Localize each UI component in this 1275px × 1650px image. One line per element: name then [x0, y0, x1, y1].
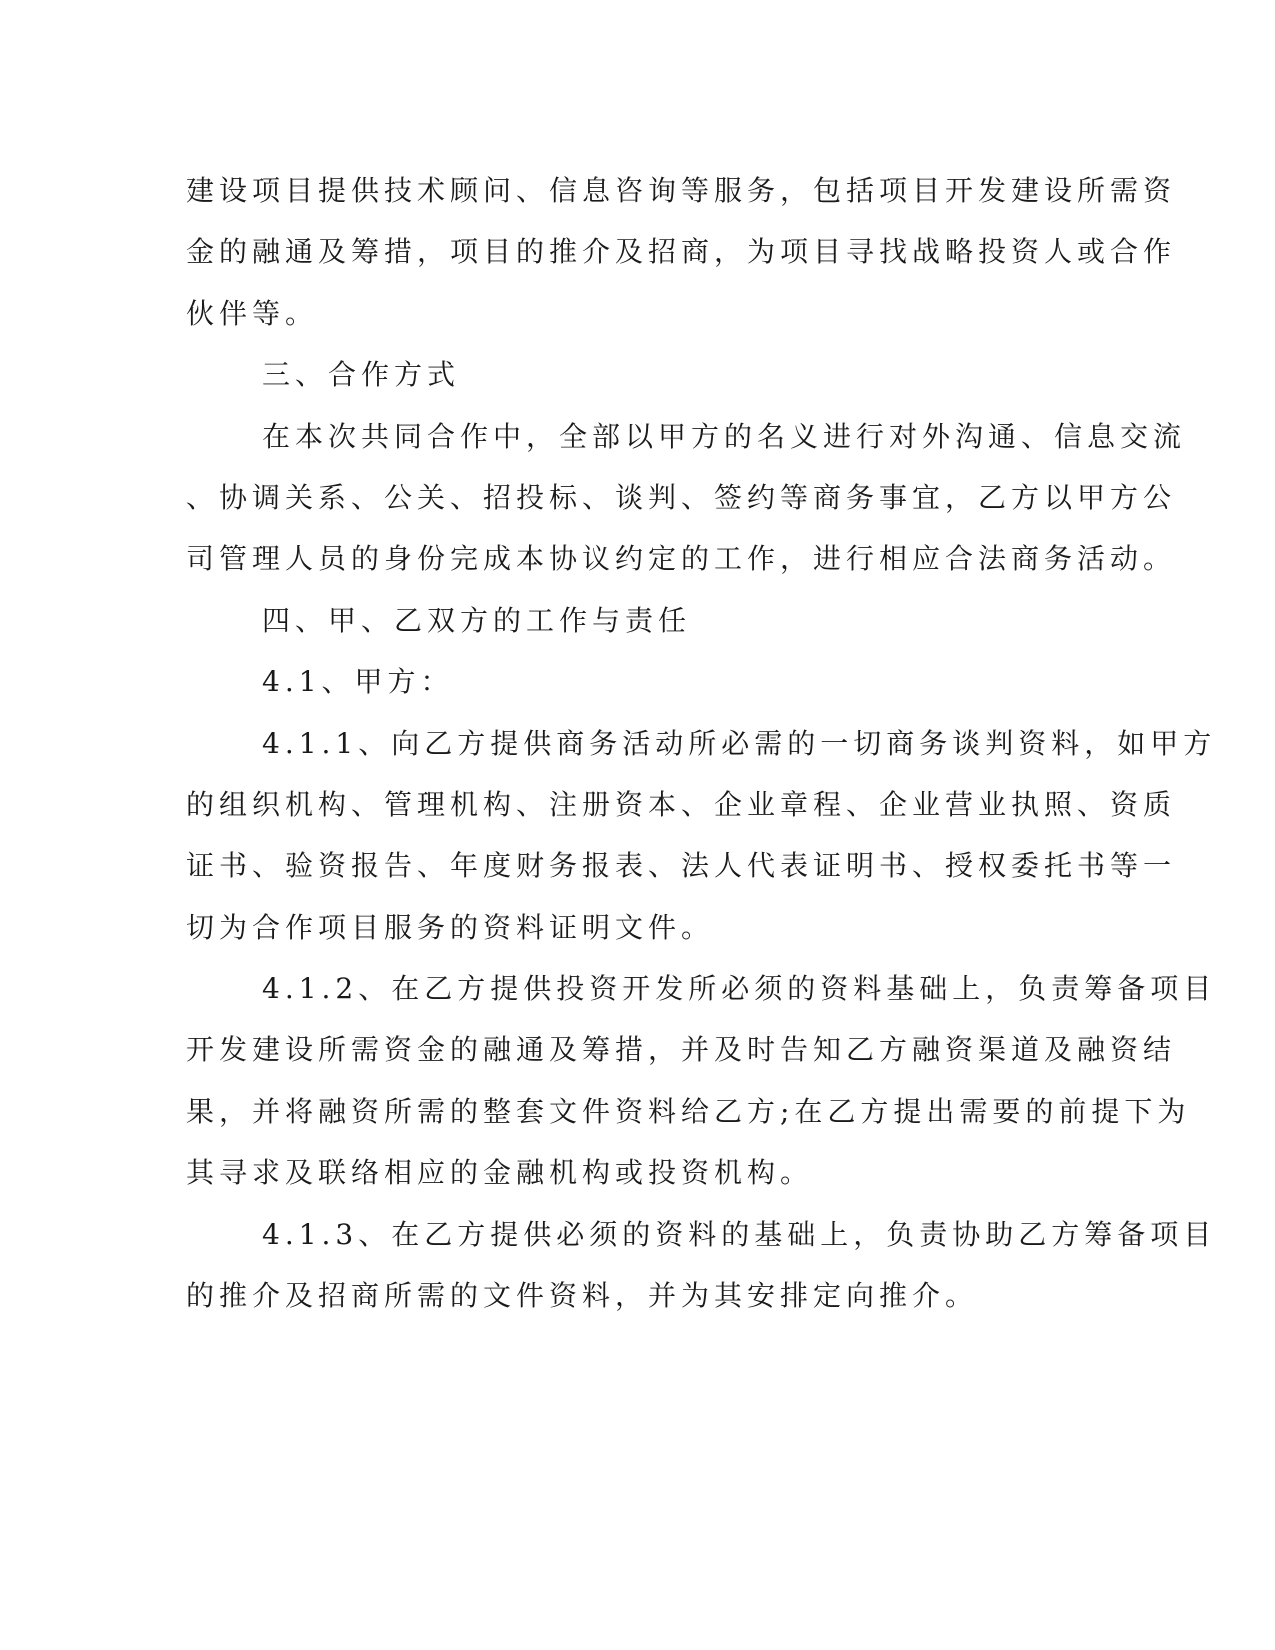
text-line: 、协调关系、公关、招投标、谈判、签约等商务事宜，乙方以甲方公 [186, 480, 1177, 514]
section-heading: 三、合作方式 [262, 358, 461, 392]
text-line: 金的融通及筹措，项目的推介及招商，为项目寻找战略投资人或合作 [186, 235, 1177, 269]
section-heading: 四、甲、乙双方的工作与责任 [262, 603, 692, 637]
text-line: 证书、验资报告、年度财务报表、法人代表证明书、授权委托书等一 [186, 849, 1177, 883]
document-body [186, 160, 1217, 1326]
text-line: 4.1.3、在乙方提供必须的资料的基础上，负责协助乙方筹备项目 [262, 1217, 1217, 1251]
subsection-heading: 4.1、甲方： [262, 665, 454, 699]
text-line: 伙伴等。 [186, 296, 319, 330]
text-line: 4.1.1、向乙方提供商务活动所必需的一切商务谈判资料，如甲方 [262, 726, 1217, 760]
text-line: 建设项目提供技术顾问、信息咨询等服务，包括项目开发建设所需资 [186, 174, 1177, 207]
text-line: 在本次共同合作中，全部以甲方的名义进行对外沟通、信息交流 [262, 419, 1187, 453]
text-line: 果，并将融资所需的整套文件资料给乙方;在乙方提出需要的前提下为 [186, 1094, 1191, 1128]
text-line: 4.1.2、在乙方提供投资开发所必须的资料基础上，负责筹备项目 [262, 972, 1217, 1006]
text-line: 开发建设所需资金的融通及筹措，并及时告知乙方融资渠道及融资结 [186, 1033, 1177, 1067]
text-line: 切为合作项目服务的资料证明文件。 [186, 910, 715, 944]
text-line: 其寻求及联络相应的金融机构或投资机构。 [186, 1156, 814, 1190]
text-line: 司管理人员的身份完成本协议约定的工作，进行相应合法商务活动。 [186, 542, 1177, 576]
text-line: 的推介及招商所需的文件资料，并为其安排定向推介。 [186, 1279, 979, 1313]
text-line: 的组织机构、管理机构、注册资本、企业章程、企业营业执照、资质 [186, 787, 1177, 821]
